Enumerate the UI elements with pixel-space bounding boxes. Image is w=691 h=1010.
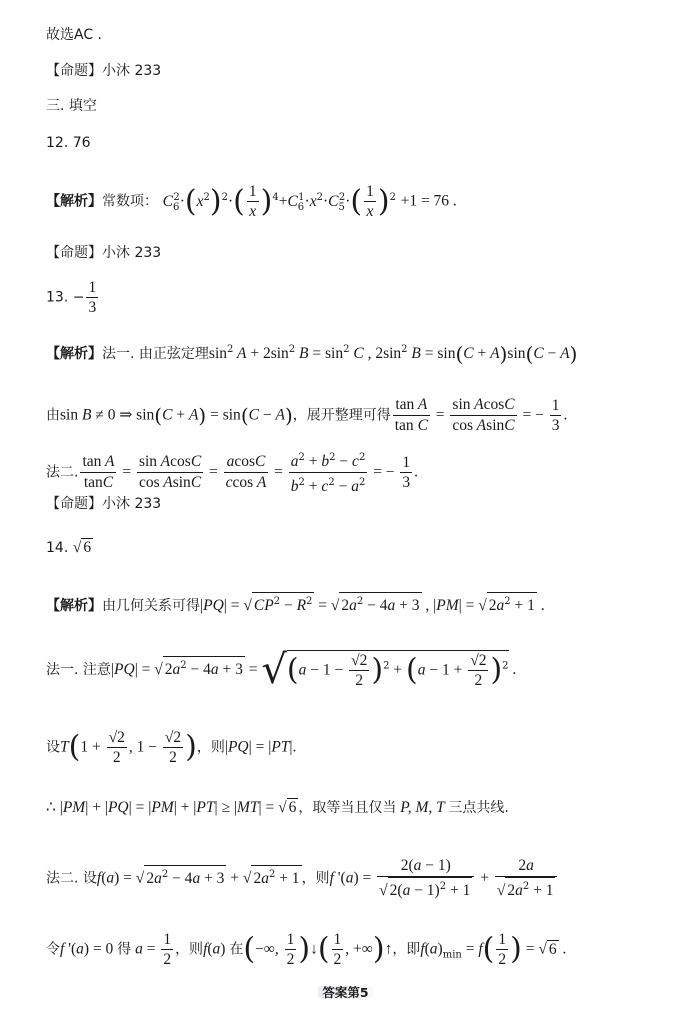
author-name: 小沐 233 xyxy=(102,245,162,261)
step-connector: ，取等当且仅当 xyxy=(298,800,397,816)
question-14-solution: 【解析】由几何关系可得|PQ| = √ $CP^2 - R^2$ = √ $2a^2 - 4a + 3$ , |PM| = √ $2a^2 + 1$ . xyxy=(46,592,545,616)
question-13-method-1: 【解析】法一. 由正弦定理$\sin^2 A + 2\sin^2$ $B = \sin^2 C$ , $2\sin^2$ B = sin(C + A)sin(C − A) xyxy=(46,341,578,366)
question-14-final: 令f '(a) = 0 得 a = $\frac{1}{2}$ ，则f(a) 在(−∞, $\frac{1}{2}$ )↓( $\frac{1}{2}$ , +∞)↑，即$f(a)_{min} = f$( $\frac{1}{2}$ ) = √ 6 . xyxy=(46,931,567,968)
answer-choice-line xyxy=(46,25,102,45)
solution-tag: 【解析】 xyxy=(46,193,102,210)
question-13-text: 13. − xyxy=(46,289,85,306)
question-14-method-1: 法一. 注意|PQ| = √ $2a^2 - 4a + 3 = √(a - 1$ − $\frac{√2}{2}$ )$^2$ + (a − 1 + $\frac{√2}{2}$ )$^2$ . xyxy=(46,647,517,693)
question-14-method-2: 法二. 设f(a) = √ $2a^2 - 4a + 3$ + √ $2a^2 + 1$ ，则f '(a) = $\frac{2(a - 1)}{√ 2(a - 1)^2 + 1}$ + $\frac{2a}{√ 2a^2 + 1}$ xyxy=(46,856,559,901)
question-13-method-2: 法二. $\frac{\text{tan A}}{\tan C}$ = $\frac{\text{sin AcosC}}{\text{cos AsinC}}$ = $\frac{acosC}{\text{ccos A}}$ = $\frac{a^2 + b^2 - c^2}{b^2 + c^2 - a^2}$ = − $\frac{1}{3}$ . xyxy=(46,448,418,497)
solution-tag: 【解析】 xyxy=(46,345,102,362)
question-14-point-T: 设T(1 + $\frac{√2}{2}$ , 1 − $\frac{√2}{2}$ )，则|PQ| = |PT|. xyxy=(46,729,297,766)
author-line-3 xyxy=(46,494,161,514)
step-label: 令 xyxy=(46,941,60,958)
step-label: 由 xyxy=(46,407,60,424)
question-12-solution xyxy=(46,182,457,221)
method-1-label: 法一. 由正弦定理 xyxy=(102,345,209,362)
question-13-step-2: 由sin B ≠ 0 ⇒ sin(C + A) = sin(C − A)，展开整理可得 $\frac{\text{tan A}}{\text{tan C}}$ = $\frac{\text{sin AcosC}}{\text{cos AsinC}}$ = − $\frac{1}{3}$ . xyxy=(46,396,568,434)
step-connector: 得 xyxy=(117,941,132,958)
step-connector: ，即 xyxy=(392,941,421,958)
solution-label: 由几何关系可得 xyxy=(102,597,200,614)
step-connector: ，则 xyxy=(301,870,330,887)
step-connector: ，展开整理可得 xyxy=(292,407,391,424)
step-connector: ，则 xyxy=(175,941,204,958)
author-line xyxy=(46,61,161,81)
step-label: 设 xyxy=(46,739,60,756)
question-12-answer xyxy=(46,133,91,153)
question-14-answer: 14. √ 6 xyxy=(46,539,92,556)
question-12-text: 12. 76 xyxy=(46,135,91,151)
formula-12: $C_6^2\cdot(x^2)^2\cdot$( $\frac{1}{x}$ )$^4+C_6^1\cdot x^2\cdot C_5^2\cdot$( $\frac{1}{x}$ )$^2$ xyxy=(162,183,396,220)
step-connector: 在 xyxy=(229,941,244,958)
step-connector: ，则 xyxy=(196,739,225,756)
solution-tag: 【解析】 xyxy=(46,597,102,614)
author-name: 小沐 233 xyxy=(102,496,162,512)
author-name: 小沐 233 xyxy=(102,63,162,79)
solution-label: 常数项： xyxy=(102,193,158,210)
author-tag: 【命题】 xyxy=(46,245,102,261)
method-2-label: 法二. 设 xyxy=(46,870,97,887)
method-1-label: 法一. 注意 xyxy=(46,662,111,678)
section-heading xyxy=(46,96,97,116)
author-line-2 xyxy=(46,243,161,263)
author-tag: 【命题】 xyxy=(46,496,102,512)
section-title: 三. 填空 xyxy=(46,98,97,114)
step-text: 三点共线. xyxy=(448,800,509,816)
page-footer: 答案第5 xyxy=(322,985,369,1000)
method-2-label: 法二. xyxy=(46,464,79,481)
answer-choice-text: 故选AC . xyxy=(46,27,103,43)
author-tag: 【命题】 xyxy=(46,63,102,79)
question-14-conclusion: ∴ |PM| + |PQ| = |PM| + |PT| ≥ |MT| = √ 6 ，取等当且仅当 P, M, T 三点共线. xyxy=(46,799,509,816)
question-14-text: 14. xyxy=(46,540,69,556)
formula-12-result: +1 = 76 . xyxy=(400,192,457,210)
question-13-answer: 13. − $\frac{1}{3}$ xyxy=(46,279,97,316)
